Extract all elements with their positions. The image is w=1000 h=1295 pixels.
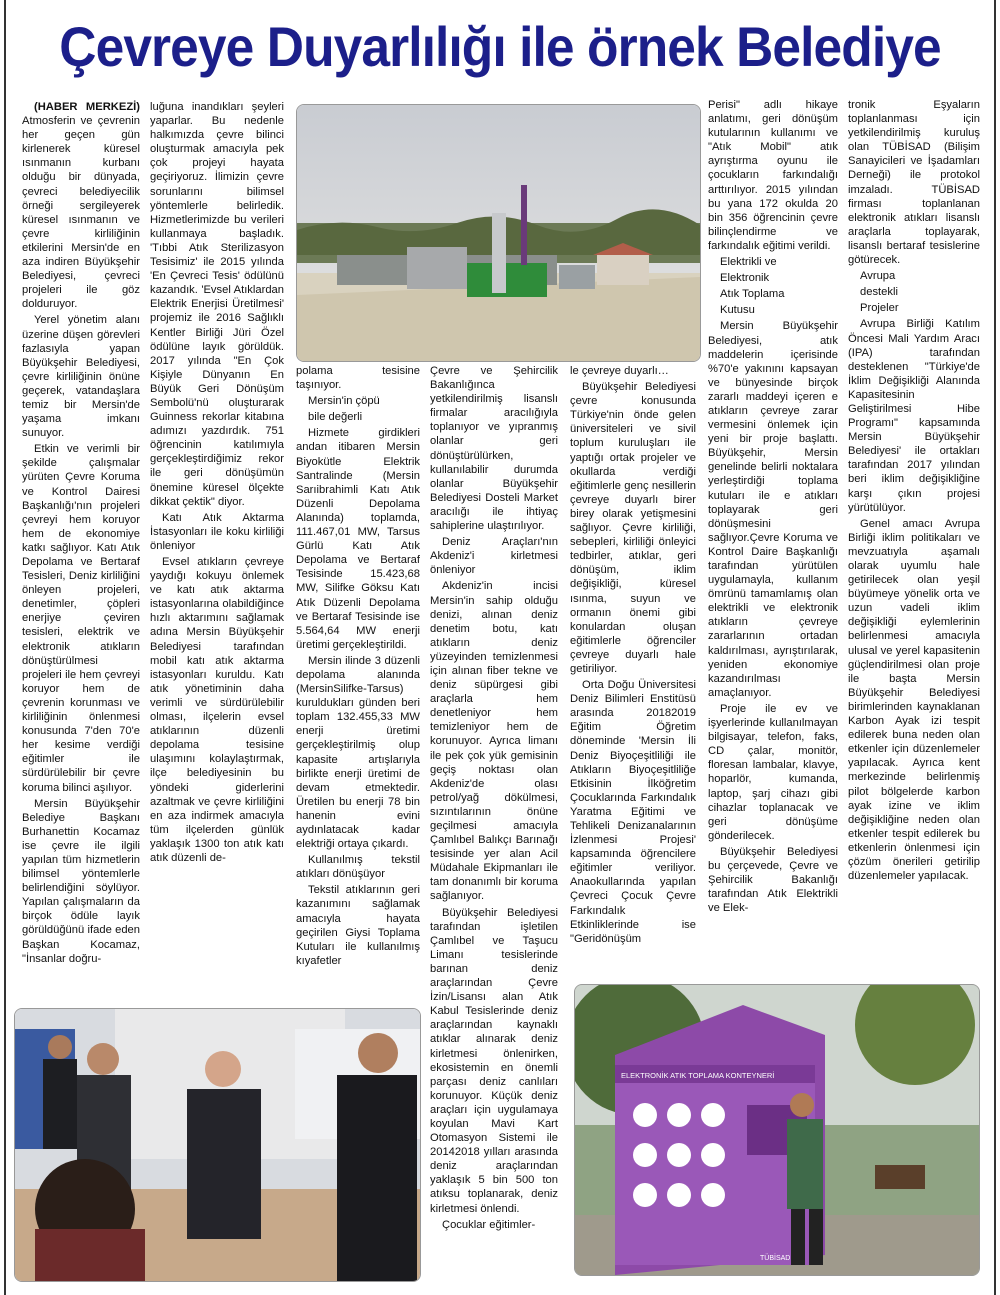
paragraph-text: Büyükşehir Belediyesi bu çerçevede, Çevre ve Şehircilik Bakanlığı tarafından Atık Elektrikli ve Elek-: [708, 845, 838, 915]
paragraph-text: Etkin ve verimli bir şekilde çalışmalar yürüten Çevre Koruma ve Kontrol Dairesi Başkanlığı'nın projeleri çevreyi hem koruyor hem de ekonomiye katkı sağlıyor. Katı Atık Depolama ve Bertaraf Tesisleri, Deniz kirliliğini önleyen projeleri, denetimler, çöpleri enerjiye çeviren tesisleri, elektrik ve elektronik atıkların dönüştürülmesi projeleri ile hem çevreyi koruyor hem de çevrenin korunması ve kirliliğinin önlenmesi konusunda 7'den 70'e her kesime verdiği eğitimler ile sürdürülebilir bir çevre koruma bilinci aşılıyor.: [22, 443, 140, 794]
subheading: [708, 271, 838, 285]
officials-image: [15, 1009, 420, 1281]
paragraph-text: Elektrikli ve: [720, 256, 777, 269]
subheading: [848, 269, 980, 283]
paragraph-text: Tekstil atıklarının geri kazanımını sağlamak amacıyla hayata geçirilen Giysi Toplama Kutuları ile kullanılmış kıyafetler: [296, 884, 420, 967]
paragraph-text: Kutusu: [720, 304, 755, 317]
paragraph-text: le çevreye duyarlı…: [570, 365, 669, 377]
paragraph-text: Mersin Büyükşehir Belediyesi, atık maddelerin içerisinde %70'e yakınını kapsayan ve bünyesinde birçok zararlı maddeyi içeren e atıkların çevreye zarar vermesini önlemek için yeni bir proje başlattı. Büyükşehir, Mersin genelinde belirli noktalara yerleştirdiği toplama kutuları ile e atıkları toplayarak geri dönüşmesini sağlıyor.Çevre Koruma ve Kontrol Daire Başkanlığı tarafından yürütülen uygulamayla, kullanım ömrünü tamamlamış olan elektrikli ve elektronik atıkların çevreye zararlarının ortadan kaldırılması, ayrıştırılarak, yeniden ekonomiye kazandırılması amaçlanıyor.: [708, 320, 838, 699]
article-paragraph: [430, 579, 558, 903]
article-paragraph: [22, 442, 140, 794]
article-paragraph: [708, 702, 838, 843]
headline: Çevreye Duyarlılığı ile örnek Belediye: [59, 15, 941, 78]
paragraph-text: Akdeniz'in incisi Mersin'in sahip olduğu denizi, alınan deniz denetim botu, katı atıkların deniz yüzeyinden temizlenmesi için alınan fiber tekne ve deniz süpürgesi gibi araçlarla hem denetleniyor hem temizleniyor hem de korunuyor. Ayrıca limanı ile pek çok yük gemisinin geçiş noktası olan Akdeniz'de olası petrol/yağ dökülmesi, sızıntılarının önüne geçilmesi amacıyla Çamlıbel Balıkçı Barınağı tesisinde yer alan Acil Müdahale Ekipmanları ile tam donanımlı bir koruma sağlanıyor.: [430, 580, 558, 903]
subheading: [708, 255, 838, 269]
paragraph-text: tronik Eşyaların toplanlanması için yetkilendirilmiş kuruluş olan TÜBİSAD (Bilişim Sanayicileri ve İşadamları Derneği) ile protokol imzaladı. TÜBİSAD firması toplanlanan elektronik atıkları lisanslı araçlarla toplayarak, lisanslı bertaraf tesislerine götürecek.: [848, 99, 980, 267]
paragraph-text: Elektronik: [720, 272, 770, 285]
article-paragraph: [708, 98, 838, 253]
paragraph-text: Büyükşehir Belediyesi tarafından işletilen Çamlıbel ve Taşucu Limanı tesislerinde barınan deniz araçlarından Çevre İzin/Lisansı alan Atık Kabul Tesislerinde deniz araçlarından kaynaklı atıklar alınarak deniz kirletmesi önlenirken, ekosistemin en önemli parçası deniz canlıları korunuyor. Küçük deniz araçları için uygulamaya koyulan Mavi Kart Otomasyon Sistemi ile 20142018 yılları arasında deniz araçlarından yaklaşık 5 bin 500 ton atıksu toplanarak, deniz kirletmesi önlendi.: [430, 906, 558, 1215]
page-border-right: [994, 0, 996, 1295]
paragraph-text: Hizmete girdikleri andan itibaren Mersin Biyokütle Elektrik Santralinde (Mersin Sarıibrahimli Katı Atık Düzenli Depolama Alanında) toplamda, 111.467,01 MW, Tarsus Gürlü Katı Atık Depolama ve Bertaraf Tesisinde 15.423,68 MW, Silifke Göksu Katı Atık Düzenli Depolama ve Bertaraf Tesisinde ise 5.564,64 MW enerji üretimi gerçekleştirildi.: [296, 427, 420, 651]
paragraph-text: Kullanılmış tekstil atıkları dönüşüyor: [296, 854, 420, 881]
power-plant-photo: [296, 104, 701, 362]
ewaste-container-photo: [574, 984, 980, 1276]
article-paragraph: [848, 317, 980, 514]
paragraph-text: Perisi" adlı hikaye anlatımı, geri dönüşüm kutularının kullanımı ve "Atık Mobil" atık ayrıştırma oyunu ile çocukların farkındalığı arttırılıyor. 2015 yılından bu yana 172 okulda 20 bin 356 öğrencinin çevre bilinçlendirme ve farkındalık eğitimi verildi.: [708, 99, 838, 252]
article-paragraph: [150, 511, 284, 553]
article-paragraph: [848, 517, 980, 883]
article-paragraph: [22, 100, 140, 311]
paragraph-text: Mersin Büyükşehir Belediye Başkanı Burhanettin Kocamaz ise çevre ile ilgili yapılan tüm hizmetlerin bilimsel yöntemlerle belirlendiğini söylüyor. Yapılan çalışmaların da birçok ödüle layık görüldüğünü ifade eden Başkan Kocamaz, "İnsanlar doğru-: [22, 797, 140, 965]
article-column-5: [570, 364, 696, 976]
article-paragraph: [430, 535, 558, 577]
paragraph-text: Atık Toplama: [720, 288, 785, 301]
paragraph-text: Projeler: [860, 302, 899, 315]
article-paragraph: [570, 380, 696, 676]
subheading: [708, 287, 838, 301]
subheading: [848, 301, 980, 315]
article-column-1: [22, 100, 140, 1005]
article-paragraph: [150, 100, 284, 509]
article-paragraph: [430, 1218, 558, 1232]
article-paragraph: [430, 364, 558, 533]
article-column-6: [708, 98, 838, 976]
officials-photo: [14, 1008, 421, 1282]
paragraph-text: Proje ile ev ve işyerlerinde kullanılmayan bilgisayar, telefon, faks, CD çalar, monitör, floresan lambalar, klavye, hoparlör, kumanda, laptop, şarj cihazı gibi cihazlar toplanacak ve geri dönüşüme gönderilecek.: [708, 702, 838, 842]
paragraph-text: polama tesisine taşınıyor.: [296, 365, 420, 392]
paragraph-text: Yerel yönetim alanı üzerine düşen görevleri fazlasıyla yapan Büyükşehir Belediyesi, çevre kirliliğinin önüne geçerek, vatandaşlara temiz bir Mersin'de yaşama imkanı sunuyor.: [22, 314, 140, 440]
article-column-4: [430, 364, 558, 1289]
paragraph-text: Genel amacı Avrupa Birliği iklim politikaları ve mevzuatıyla aşamalı olarak uyumlu hale getirilecek olan yeşil büyümeye yönelik orta ve uzun vadeli iklim değişikliği eylemlerinin belirlenmesi amacıyla ulusal ve yerel kapasitenin güçlendirilmesi olan proje ile başta Mersin Büyükşehir Belediyesi birimlerinden kaynaklanan Karbon Ayak izi tespit edilerek buna neden olan etkenler için düzenlemeler yapılacak. Ayrıca kent merkezinde belirlenmiş pilot bölgelerde karbon ayak izine ve iklim değişikliğine neden olan etkenler tespit edilerek bu etkenlerin önlenmesi için çözüm önerileri getirilip düzenlemeler yapılacak.: [848, 517, 980, 883]
paragraph-text: Deniz Araçları'nın Akdeniz'i kirletmesi önleniyor: [430, 536, 558, 577]
paragraph-text: luğuna inandıkları şeyleri yaparlar. Bu nedenle halkımızda çevre bilinci oluşturmak amacıyla pek çok projeyi hayata geçiriyoruz. İlimizin çevre sorunlarını bilimsel yöntemlerle belirledik. Hizmetlerimizde bu verileri kullanmaya başladık. 'Tıbbi Atık Sterilizasyon Tesisimiz' ile 2015 yılında 'En Çevreci Tesis' ödülünü kazandık. 'Evsel Atıklardan Elektrik Enerjisi Üretilmesi' projemiz ile 2016 Sağlıklı Kentler Birliği Jüri Özel ödülüne layık görüldük. 2017 yılında "En Çok Kişiyle Dünyanın En Büyük Geri Dönüşüm Sembolü'nü oluşturarak Guinness rekorlar kitabına adımızı yazdırdık. 751 öğrencinin katılımıyla gerçekleştirdiğimiz rekor ile geri dönüşümün önemine küresel ölçekte dikkat çektik" diyor.: [150, 101, 284, 508]
dateline: (HABER MERKEZİ): [34, 101, 140, 113]
article-paragraph: [296, 426, 420, 652]
article-column-3: [296, 364, 420, 1008]
paragraph-text: Avrupa Birliği Katılım Öncesi Mali Yardım Aracı (IPA) tarafından desteklenen "Türkiye'de İklim Değişikliği Alanında Kapasitesinin Geliştirilmesi Hibe Programı" kapsamında Mersin Büyükşehir Belediyesi' ile ortakları tarafından 2017 yılından beri iklim değişikliğine karşı çıkın projesi yürütülüyor.: [848, 318, 980, 514]
subheading: [708, 303, 838, 317]
subheading: [848, 285, 980, 299]
article-column-2: [150, 100, 284, 1005]
page-border-left: [4, 0, 6, 1295]
article-paragraph: [708, 845, 838, 915]
article-paragraph: [296, 364, 420, 392]
paragraph-text: destekli: [860, 286, 898, 299]
paragraph-text: Orta Doğu Üniversitesi Deniz Bilimleri Enstitüsü arasında 20182019 Eğitim Öğretim döneminde 'Mersin İli Deniz Biyoçeşitliliği ile Atıkların Biyoçeşitliliğe Etkisinin İlköğretim Çocuklarında Farkındalık Yaratma Eğitimi ve Tehlikeli Denizanalarının İzlenmesi Projesi' kapsamında öğrencilere eğitimler veriliyor. Anaokullarında yapılan Çevreci Çocuk Çevre Farkındalık Etkinliklerinde ise "Geridönüşüm: [570, 679, 696, 945]
paragraph-text: Mersin ilinde 3 düzenli depolama alanında (MersinSilifke-Tarsus) kuruldukları günden beri toplam 132.455,33 MW enerji üretimi gerçekleştirilmiş olup kapasite artışlarıyla birlikte enerji üretimi de devam etmektedir. Üretilen bu enerji 78 bin hanenin evini aydınlatacak kadar elektriği ortaya çıkardı.: [296, 654, 420, 851]
paragraph-text: Mersin'in çöpü: [308, 395, 380, 408]
power-plant-image: [297, 105, 700, 361]
paragraph-text: Avrupa: [860, 270, 896, 283]
subheading: [296, 394, 420, 408]
paragraph-text: Evsel atıkların çevreye yaydığı kokuyu önlemek ve katı atık aktarma istasyonlarına olabildiğince hızlı aktarımını sağlamak adına Mersin Büyükşehir Belediyesi tarafından mobil katı atık aktarma istasyonları kuruldu. Katı atık yönetiminin daha verimli ve sürdürülebilir olması, ilçelerin evsel atıklarının düzenli depolama tesisine ulaşımını kolaylaştırmak, ilçe belediyesinin bu yöndeki giderlerini azaltmak ve çevre kirliliğini en aza indirmek amacıyla tüm ilçelerden günlük yaklaşık 1300 ton atık katı atık düzenli de-: [150, 556, 284, 864]
paragraph-text: Büyükşehir Belediyesi çevre konusunda Türkiye'nin önde gelen üniversiteleri ve sivil toplum kuruluşları ile yaptığı ortak projeler ve okullarda verdiği eğitimlerle genç nesillerin çevreye duyarlı birer birey olarak yetişmesini sağlıyor. Çevre kirliliği, sebepleri, kirliliği önleyici tedbirler, atıklar, geri dönüşüm, iklim değişikliği, küresel ısınma, suyun ve ormanın önemi gibi konulardan oluşan eğitimlerle öğrenciler çevreye duyarlı hale getiriliyor.: [570, 381, 696, 675]
article-paragraph: [22, 313, 140, 440]
article-paragraph: [570, 364, 696, 378]
article-paragraph: [708, 319, 838, 700]
article-paragraph: [430, 906, 558, 1216]
container-label: ELEKTRONİK ATIK TOPLAMA KONTEYNERİ: [621, 1071, 775, 1080]
article-paragraph: [22, 797, 140, 966]
article-paragraph: [296, 654, 420, 851]
subheading: [296, 410, 420, 424]
paragraph-text: Katı Atık Aktarma İstasyonları ile koku kirliliği önleniyor: [150, 511, 284, 552]
article-paragraph: [848, 98, 980, 267]
paragraph-text: Çevre ve Şehircilik Bakanlığınca yetkilendirilmiş lisanslı firmalar aracılığıyla toplanıyor ve yıpranmış olanlar geri dönüştürülürken, kullanılabilir durumda olanlar Büyükşehir Belediyesi Dosteli Market aracılığı ile ihtiyaç sahiplerine ulaştırılıyor.: [430, 365, 558, 533]
paragraph-text: Çocuklar eğitimler-: [442, 1218, 536, 1231]
paragraph-text: bile değerli: [308, 411, 363, 424]
article-paragraph: [570, 678, 696, 946]
paragraph-text: Atmosferin ve çevrenin her geçen gün kirlenerek küresel ısınmanın kurbanı olduğu bir dünyada, çevreci belediyecilik örneği sergileyerek küresel ısınmanın ve çevre kirliliğinin etkilerini Mersin'de en aza indiren Büyükşehir Belediyesi, çevreci projeleri ile göz dolduruyor.: [22, 115, 140, 311]
container-sponsor: TÜBİSAD: [760, 1255, 791, 1262]
article-paragraph: [150, 555, 284, 865]
article-paragraph: [296, 853, 420, 881]
ewaste-container-image: [575, 985, 979, 1275]
article-paragraph: [296, 883, 420, 968]
article-column-7: [848, 98, 980, 976]
